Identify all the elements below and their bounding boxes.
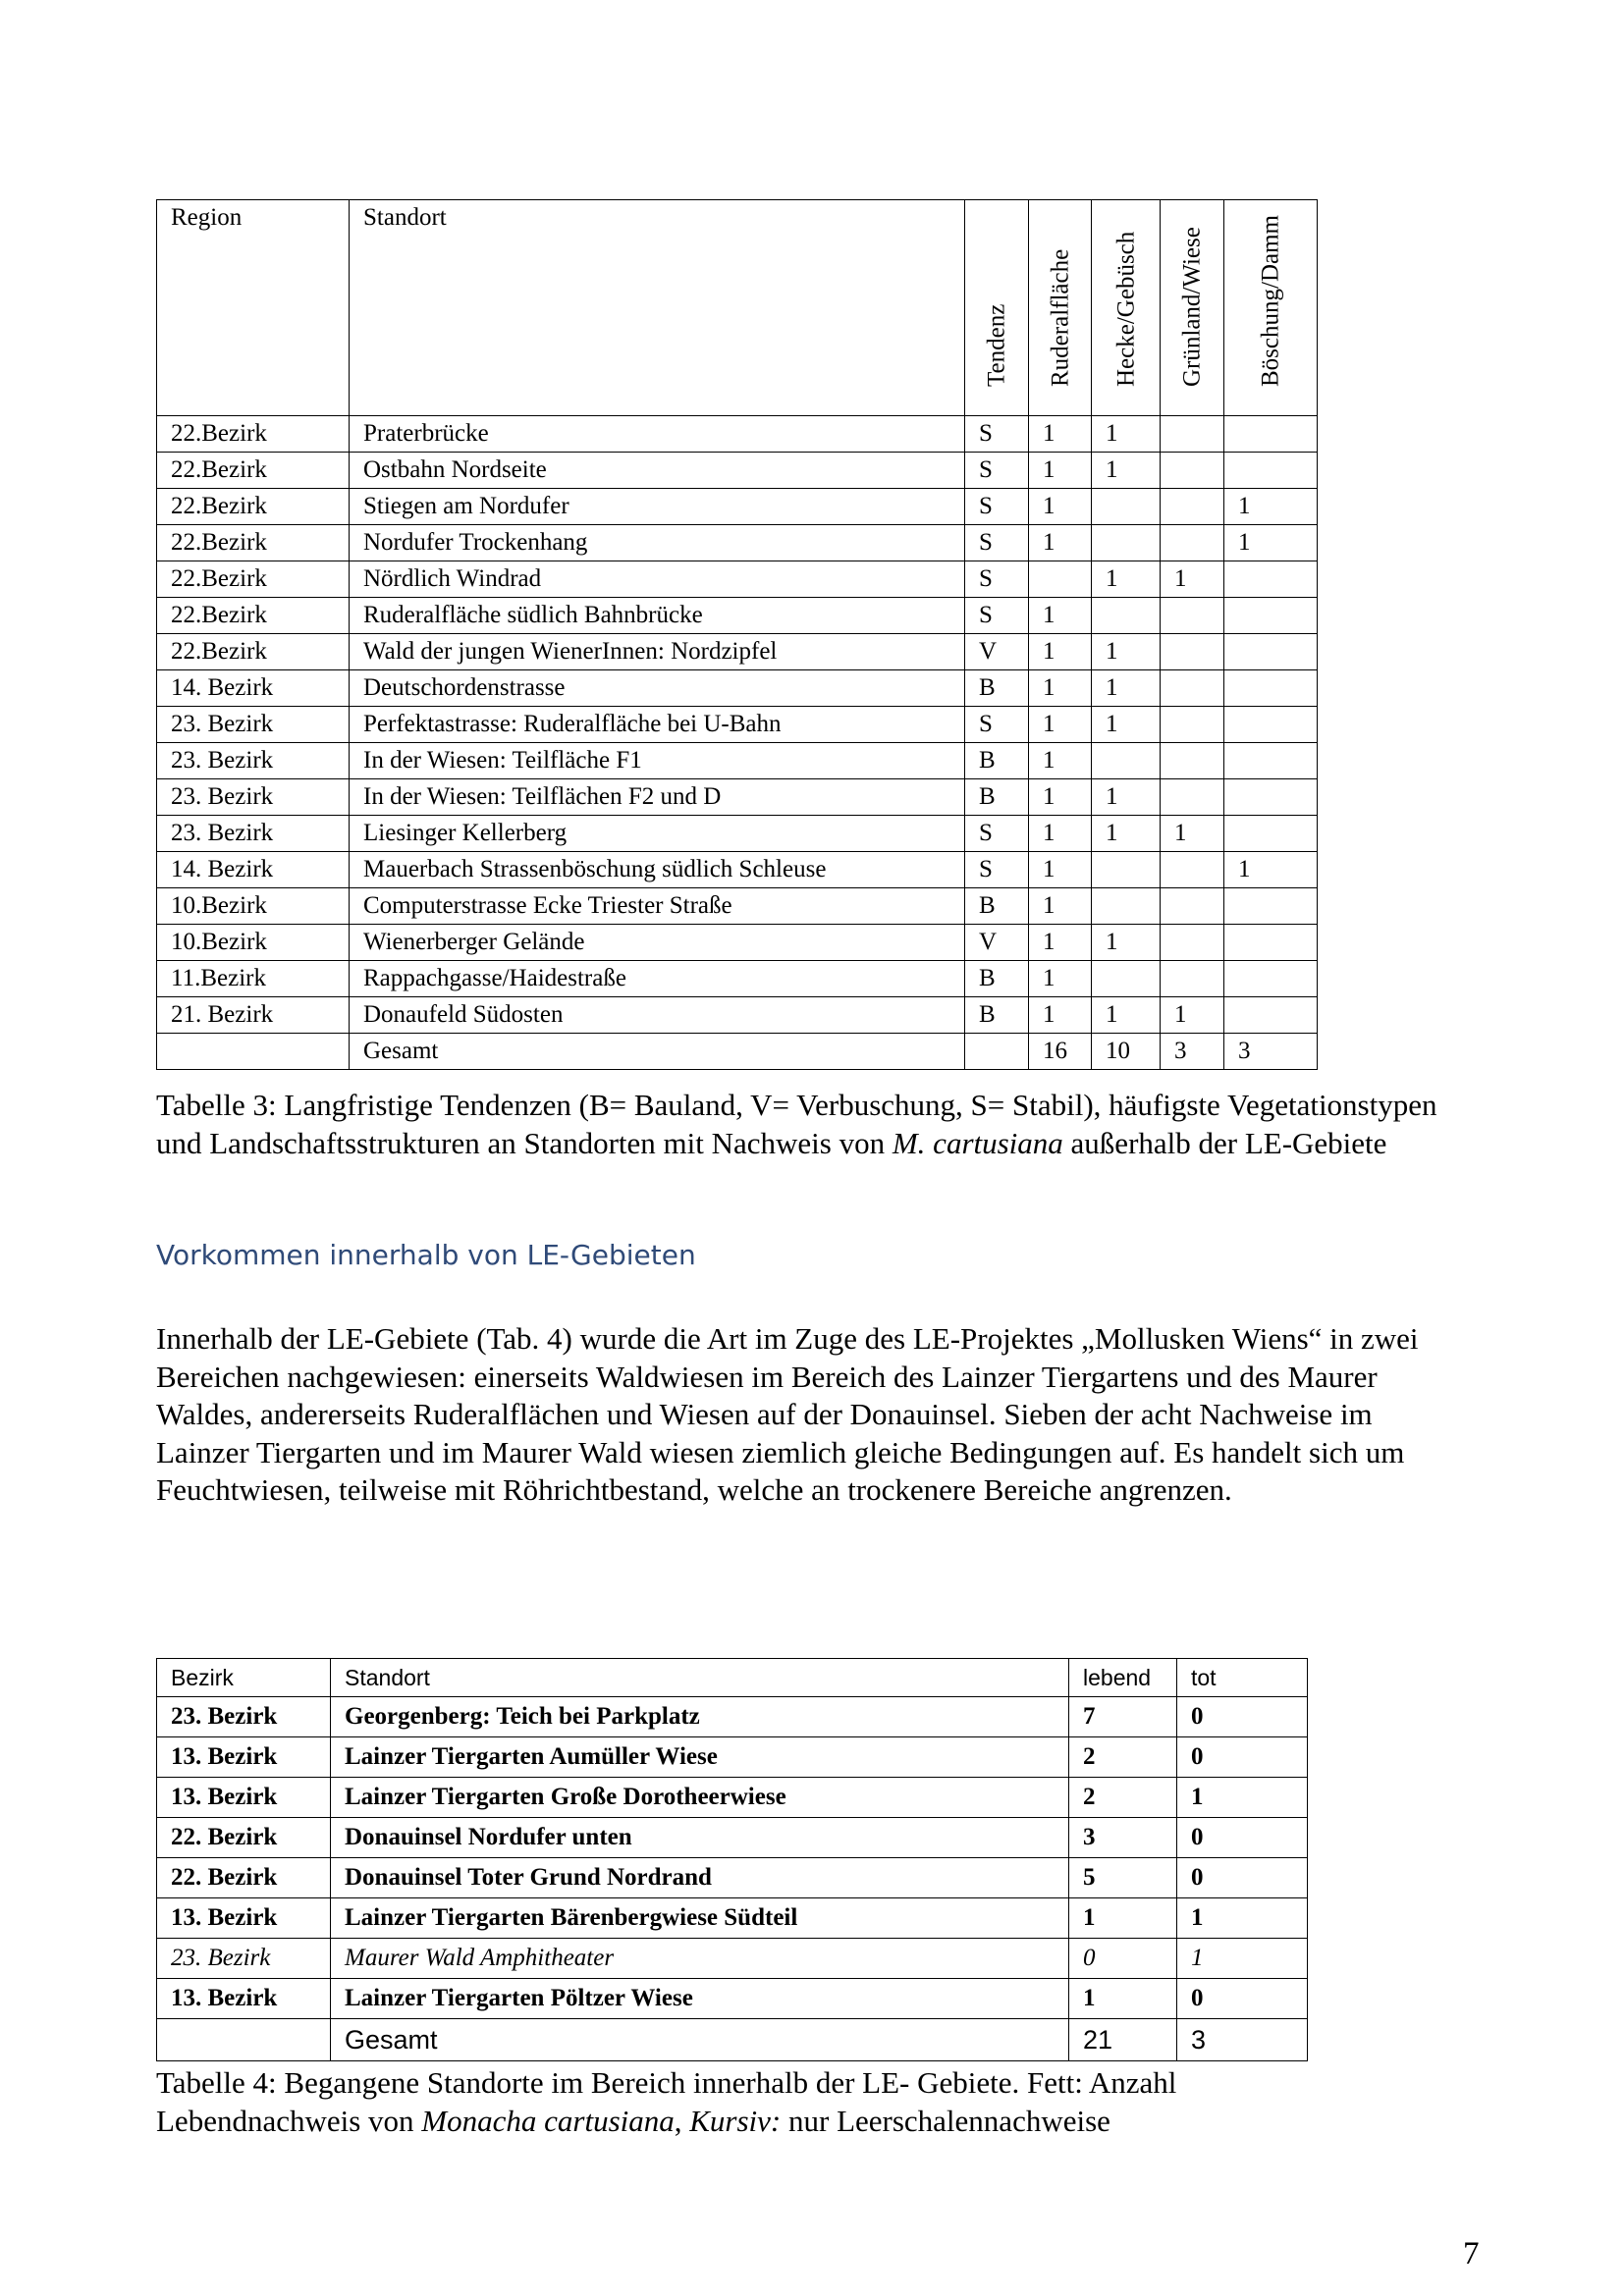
cell-region: 23. Bezirk: [157, 743, 350, 779]
cell-region: [157, 1034, 350, 1070]
cell-tot: 0: [1177, 1818, 1308, 1858]
cell-lebend: 2: [1069, 1737, 1177, 1778]
cell-tot: 3: [1177, 2019, 1308, 2061]
table-row: [157, 925, 1318, 961]
cell-ruderalflaeche: 1: [1029, 961, 1092, 997]
cell-gruenland: [1161, 779, 1224, 816]
table-row: [157, 1858, 1308, 1898]
table-row: [157, 1939, 1308, 1979]
cell-ruderalflaeche: 1: [1029, 779, 1092, 816]
cell-gruenland: [1161, 489, 1224, 525]
table-row: [157, 598, 1318, 634]
cell-boeschung: 1: [1224, 525, 1318, 561]
cell-hecke: [1092, 489, 1161, 525]
cell-tendenz: B: [965, 779, 1029, 816]
cell-bezirk: 23. Bezirk: [157, 1697, 331, 1737]
table-row: [157, 525, 1318, 561]
cell-lebend: 5: [1069, 1858, 1177, 1898]
header-tot: tot: [1177, 1659, 1308, 1697]
cell-ruderalflaeche: 1: [1029, 997, 1092, 1034]
cell-boeschung: [1224, 925, 1318, 961]
table-row: [157, 453, 1318, 489]
cell-hecke: 1: [1092, 670, 1161, 707]
cell-standort: Lainzer Tiergarten Pöltzer Wiese: [331, 1979, 1069, 2019]
cell-boeschung: [1224, 670, 1318, 707]
cell-gruenland: [1161, 416, 1224, 453]
cell-tendenz: S: [965, 816, 1029, 852]
cell-boeschung: [1224, 561, 1318, 598]
cell-tendenz: B: [965, 670, 1029, 707]
cell-gruenland: 1: [1161, 816, 1224, 852]
table-row: [157, 816, 1318, 852]
cell-tendenz: [965, 1034, 1029, 1070]
cell-bezirk: 22. Bezirk: [157, 1858, 331, 1898]
cell-gruenland: [1161, 707, 1224, 743]
table-row: [157, 779, 1318, 816]
table-row: [157, 707, 1318, 743]
cell-hecke: [1092, 598, 1161, 634]
cell-tendenz: S: [965, 561, 1029, 598]
cell-standort: Wienerberger Gelände: [350, 925, 965, 961]
header-boeschung-damm: Böschung/Damm: [1224, 200, 1318, 416]
cell-ruderalflaeche: 1: [1029, 707, 1092, 743]
cell-ruderalflaeche: 1: [1029, 816, 1092, 852]
cell-ruderalflaeche: 1: [1029, 525, 1092, 561]
cell-boeschung: [1224, 997, 1318, 1034]
cell-hecke: 10: [1092, 1034, 1161, 1070]
cell-tendenz: S: [965, 453, 1029, 489]
cell-bezirk: 23. Bezirk: [157, 1939, 331, 1979]
cell-gruenland: [1161, 925, 1224, 961]
cell-standort: Maurer Wald Amphitheater: [331, 1939, 1069, 1979]
cell-tendenz: V: [965, 925, 1029, 961]
cell-ruderalflaeche: 16: [1029, 1034, 1092, 1070]
cell-region: 14. Bezirk: [157, 852, 350, 888]
cell-tendenz: V: [965, 634, 1029, 670]
header-bezirk: Bezirk: [157, 1659, 331, 1697]
cell-hecke: 1: [1092, 925, 1161, 961]
cell-boeschung: [1224, 816, 1318, 852]
cell-hecke: 1: [1092, 453, 1161, 489]
cell-tendenz: S: [965, 598, 1029, 634]
cell-ruderalflaeche: [1029, 561, 1092, 598]
cell-standort: Rappachgasse/Haidestraße: [350, 961, 965, 997]
table-row: [157, 1979, 1308, 2019]
cell-tot: 0: [1177, 1737, 1308, 1778]
cell-ruderalflaeche: 1: [1029, 743, 1092, 779]
cell-lebend: 0: [1069, 1939, 1177, 1979]
total-row: [157, 2019, 1308, 2061]
cell-tendenz: S: [965, 416, 1029, 453]
cell-lebend: 21: [1069, 2019, 1177, 2061]
cell-ruderalflaeche: 1: [1029, 489, 1092, 525]
cell-region: 22.Bezirk: [157, 525, 350, 561]
table-row: [157, 743, 1318, 779]
cell-lebend: 2: [1069, 1778, 1177, 1818]
header-tendenz: Tendenz: [965, 200, 1029, 416]
cell-boeschung: [1224, 743, 1318, 779]
table-row: [157, 1697, 1308, 1737]
cell-gruenland: [1161, 525, 1224, 561]
cell-boeschung: 1: [1224, 489, 1318, 525]
cell-standort: Mauerbach Strassenböschung südlich Schleuse: [350, 852, 965, 888]
cell-boeschung: [1224, 707, 1318, 743]
page-number: 7: [1463, 2236, 1480, 2271]
cell-hecke: 1: [1092, 707, 1161, 743]
table-row: [157, 634, 1318, 670]
cell-ruderalflaeche: 1: [1029, 852, 1092, 888]
cell-standort: Donaufeld Südosten: [350, 997, 965, 1034]
cell-lebend: 1: [1069, 1979, 1177, 2019]
cell-lebend: 3: [1069, 1818, 1177, 1858]
cell-ruderalflaeche: 1: [1029, 598, 1092, 634]
cell-boeschung: [1224, 453, 1318, 489]
cell-region: 10.Bezirk: [157, 925, 350, 961]
cell-tendenz: S: [965, 852, 1029, 888]
cell-region: 11.Bezirk: [157, 961, 350, 997]
cell-region: 22.Bezirk: [157, 489, 350, 525]
cell-tot: 1: [1177, 1778, 1308, 1818]
cell-bezirk: 13. Bezirk: [157, 1898, 331, 1939]
cell-hecke: 1: [1092, 816, 1161, 852]
table-4: [156, 1658, 1308, 2061]
cell-standort: Ruderalfläche südlich Bahnbrücke: [350, 598, 965, 634]
cell-gruenland: [1161, 598, 1224, 634]
cell-standort: Lainzer Tiergarten Große Dorotheerwiese: [331, 1778, 1069, 1818]
cell-gruenland: [1161, 634, 1224, 670]
cell-tot: 1: [1177, 1898, 1308, 1939]
table-row: [157, 852, 1318, 888]
cell-bezirk: [157, 2019, 331, 2061]
cell-standort: Gesamt: [350, 1034, 965, 1070]
header-hecke-gebuesch: Hecke/Gebüsch: [1092, 200, 1161, 416]
cell-region: 22.Bezirk: [157, 634, 350, 670]
cell-standort: Praterbrücke: [350, 416, 965, 453]
cell-hecke: 1: [1092, 416, 1161, 453]
cell-lebend: 1: [1069, 1898, 1177, 1939]
cell-hecke: 1: [1092, 779, 1161, 816]
cell-bezirk: 13. Bezirk: [157, 1778, 331, 1818]
cell-standort: Lainzer Tiergarten Bärenbergwiese Südteil: [331, 1898, 1069, 1939]
cell-lebend: 7: [1069, 1697, 1177, 1737]
cell-standort: Nordufer Trockenhang: [350, 525, 965, 561]
cell-gruenland: 1: [1161, 997, 1224, 1034]
table-row: [157, 416, 1318, 453]
cell-tendenz: S: [965, 525, 1029, 561]
header-region: Region: [157, 200, 350, 416]
table-3: [156, 199, 1318, 1070]
cell-standort: Ostbahn Nordseite: [350, 453, 965, 489]
cell-tot: 0: [1177, 1858, 1308, 1898]
cell-standort: Lainzer Tiergarten Aumüller Wiese: [331, 1737, 1069, 1778]
cell-ruderalflaeche: 1: [1029, 888, 1092, 925]
cell-region: 22.Bezirk: [157, 453, 350, 489]
table-4-caption: Tabelle 4: Begangene Standorte im Bereich innerhalb der LE- Gebiete. Fett: Anzahl Lebendnachweis von Monacha cartusiana, Kursiv: nur Leerschalennachweise: [156, 2065, 1177, 2138]
table-row: [157, 1778, 1308, 1818]
cell-region: 23. Bezirk: [157, 779, 350, 816]
cell-standort: Computerstrasse Ecke Triester Straße: [350, 888, 965, 925]
table-row: [157, 997, 1318, 1034]
cell-boeschung: [1224, 598, 1318, 634]
cell-hecke: [1092, 743, 1161, 779]
cell-ruderalflaeche: 1: [1029, 670, 1092, 707]
cell-bezirk: 13. Bezirk: [157, 1979, 331, 2019]
cell-standort: Gesamt: [331, 2019, 1069, 2061]
cell-region: 22.Bezirk: [157, 561, 350, 598]
cell-tot: 1: [1177, 1939, 1308, 1979]
cell-ruderalflaeche: 1: [1029, 925, 1092, 961]
header-gruenland-wiese: Grünland/Wiese: [1161, 200, 1224, 416]
cell-standort: Stiegen am Nordufer: [350, 489, 965, 525]
cell-standort: Georgenberg: Teich bei Parkplatz: [331, 1697, 1069, 1737]
cell-bezirk: 13. Bezirk: [157, 1737, 331, 1778]
cell-tendenz: S: [965, 489, 1029, 525]
cell-boeschung: [1224, 888, 1318, 925]
cell-region: 23. Bezirk: [157, 816, 350, 852]
body-paragraph: Innerhalb der LE-Gebiete (Tab. 4) wurde die Art im Zuge des LE-Projektes „Mollusken Wiens“ in zwei Bereichen nachgewiesen: einerseits Waldwiesen im Bereich des Lainzer Tiergartens und des Maurer Waldes, andererseits Ruderalflächen und Wiesen auf der Donauinsel. Sieben der acht Nachweise im Lainzer Tiergarten und im Maurer Wald wiesen ziemlich gleiche Bedingungen auf. Es handelt sich um Feuchtwiesen, teilweise mit Röhrichtbestand, welche an trockenere Bereiche angrenzen.: [156, 1321, 1419, 1507]
table-3-caption: Tabelle 3: Langfristige Tendenzen (B= Bauland, V= Verbuschung, S= Stabil), häufigste Vegetationstypen und Landschaftsstrukturen an Standorten mit Nachweis von M. cartusiana außerhalb der LE-Gebiete: [156, 1088, 1437, 1160]
cell-hecke: [1092, 961, 1161, 997]
cell-boeschung: 1: [1224, 852, 1318, 888]
header-lebend: lebend: [1069, 1659, 1177, 1697]
cell-tendenz: B: [965, 961, 1029, 997]
cell-standort: Donauinsel Nordufer unten: [331, 1818, 1069, 1858]
table-row: [157, 961, 1318, 997]
cell-gruenland: [1161, 743, 1224, 779]
table-row: [157, 1898, 1308, 1939]
table-row: [157, 1737, 1308, 1778]
table-row: [157, 1818, 1308, 1858]
cell-tendenz: B: [965, 743, 1029, 779]
cell-gruenland: 3: [1161, 1034, 1224, 1070]
table-row: [157, 888, 1318, 925]
cell-gruenland: 1: [1161, 561, 1224, 598]
cell-hecke: [1092, 888, 1161, 925]
cell-hecke: [1092, 525, 1161, 561]
cell-region: 23. Bezirk: [157, 707, 350, 743]
cell-hecke: 1: [1092, 561, 1161, 598]
table-row: [157, 670, 1318, 707]
cell-standort: Nördlich Windrad: [350, 561, 965, 598]
cell-tendenz: S: [965, 707, 1029, 743]
cell-tendenz: B: [965, 888, 1029, 925]
cell-ruderalflaeche: 1: [1029, 453, 1092, 489]
cell-hecke: 1: [1092, 997, 1161, 1034]
header-standort: Standort: [350, 200, 965, 416]
cell-boeschung: [1224, 416, 1318, 453]
header-standort: Standort: [331, 1659, 1069, 1697]
cell-standort: Liesinger Kellerberg: [350, 816, 965, 852]
cell-gruenland: [1161, 888, 1224, 925]
table-4-header-row: [157, 1659, 1308, 1697]
cell-hecke: [1092, 852, 1161, 888]
section-heading: Vorkommen innerhalb von LE-Gebieten: [156, 1239, 696, 1271]
cell-tot: 0: [1177, 1979, 1308, 2019]
cell-region: 21. Bezirk: [157, 997, 350, 1034]
cell-gruenland: [1161, 961, 1224, 997]
cell-region: 10.Bezirk: [157, 888, 350, 925]
cell-boeschung: 3: [1224, 1034, 1318, 1070]
cell-gruenland: [1161, 453, 1224, 489]
cell-bezirk: 22. Bezirk: [157, 1818, 331, 1858]
cell-gruenland: [1161, 670, 1224, 707]
cell-gruenland: [1161, 852, 1224, 888]
cell-ruderalflaeche: 1: [1029, 634, 1092, 670]
cell-standort: Wald der jungen WienerInnen: Nordzipfel: [350, 634, 965, 670]
cell-standort: Donauinsel Toter Grund Nordrand: [331, 1858, 1069, 1898]
cell-boeschung: [1224, 634, 1318, 670]
cell-region: 22.Bezirk: [157, 598, 350, 634]
table-row: [157, 561, 1318, 598]
cell-standort: In der Wiesen: Teilflächen F2 und D: [350, 779, 965, 816]
cell-boeschung: [1224, 779, 1318, 816]
table-row: [157, 1034, 1318, 1070]
cell-standort: Perfektastrasse: Ruderalfläche bei U-Bahn: [350, 707, 965, 743]
cell-hecke: 1: [1092, 634, 1161, 670]
header-ruderalflaeche: Ruderalfläche: [1029, 200, 1092, 416]
cell-region: 22.Bezirk: [157, 416, 350, 453]
table-row: [157, 489, 1318, 525]
cell-tendenz: B: [965, 997, 1029, 1034]
cell-ruderalflaeche: 1: [1029, 416, 1092, 453]
table-3-header-row: [157, 200, 1318, 416]
cell-boeschung: [1224, 961, 1318, 997]
cell-standort: Deutschordenstrasse: [350, 670, 965, 707]
cell-standort: In der Wiesen: Teilfläche F1: [350, 743, 965, 779]
cell-tot: 0: [1177, 1697, 1308, 1737]
cell-region: 14. Bezirk: [157, 670, 350, 707]
